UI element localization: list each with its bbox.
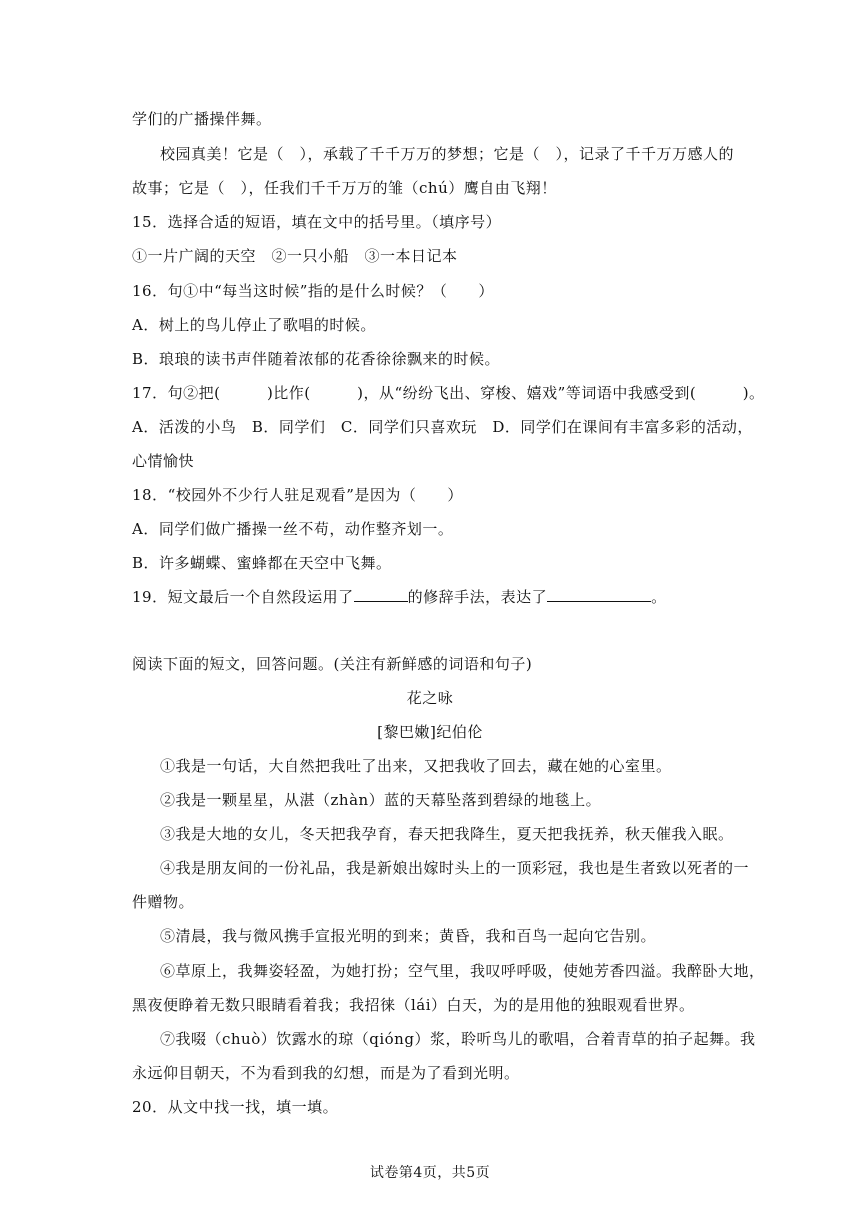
question-15: 15．选择合适的短语，填在文中的括号里。（填序号） [132,213,502,231]
passage-line: 学们的广播操伴舞。 [132,110,272,128]
poem-paragraph-1: ①我是一句话，大自然把我吐了出来，又把我收了回去，藏在她的心室里。 [160,757,672,775]
question-15-options: ①一片广阔的天空 ②一只小船 ③一本日记本 [132,247,458,265]
reading-instruction: 阅读下面的短文，回答问题。(关注有新鲜感的词语和句子) [132,655,533,673]
question-17: 17．句②把( )比作( )，从“纷纷飞出、穿梭、嬉戏”等词语中我感受到( )。 [132,384,765,402]
question-19-text-mid: 的修辞手法，表达了 [407,588,548,606]
answer-blank[interactable] [354,601,408,602]
question-19-text: 19．短文最后一个自然段运用了 [132,588,354,606]
poem-title: 花之咏 [406,689,454,707]
poem-paragraph-6: ⑥草原上，我舞姿轻盈，为她打扮；空气里，我叹呼呼吸，使她芳香四溢。我醉卧大地， [160,962,765,980]
question-19-text-end: 。 [651,588,667,606]
passage-paragraph-line: 校园真美！它是（ ），承载了千千万万的梦想；它是（ ），记录了千千万万感人的 [160,145,735,163]
question-18-option-b: B．许多蝴蝶、蜜蜂都在天空中飞舞。 [132,554,392,572]
poem-paragraph-5: ⑤清晨，我与微风携手宣报光明的到来；黄昏，我和百鸟一起向它告别。 [160,927,657,945]
page-footer: 试卷第4页，共5页 [369,1165,491,1181]
question-19 [132,586,728,608]
question-16-option-b: B．琅琅的读书声伴随着浓郁的花香徐徐飘来的时候。 [132,350,501,368]
question-16-option-a: A．树上的鸟儿停止了歌唱的时候。 [132,316,376,334]
poem-paragraph-2: ②我是一颗星星，从湛（zhàn）蓝的天幕坠落到碧绿的地毯上。 [160,791,602,809]
poem-paragraph-4-cont: 件赠物。 [132,893,195,911]
question-18: 18．“校园外不少行人驻足观看”是因为（ ） [132,486,463,504]
question-17-options: A．活泼的小鸟 B．同学们 C．同学们只喜欢玩 D．同学们在课间有丰富多彩的活动， [132,418,753,436]
poem-author: [黎巴嫩]纪伯伦 [377,723,483,741]
question-20: 20．从文中找一找，填一填。 [132,1098,339,1116]
poem-paragraph-4: ④我是朋友间的一份礼品，我是新娘出嫁时头上的一顶彩冠，我也是生者致以死者的一 [160,859,750,877]
question-16: 16．句①中“每当这时候”指的是什么时候？（ ） [132,282,494,300]
answer-blank[interactable] [547,601,651,602]
passage-paragraph-line: 故事；它是（ ），任我们千千万万的雏（chú）鹰自由飞翔！ [132,179,557,197]
poem-paragraph-7: ⑦我啜（chuò）饮露水的琼（qióng）浆，聆听鸟儿的歌唱，合着青草的拍子起舞。我 [160,1030,756,1048]
poem-paragraph-3: ③我是大地的女儿，冬天把我孕育，春天把我降生，夏天把我抚养，秋天催我入眠。 [160,825,734,843]
question-18-option-a: A．同学们做广播操一丝不苟，动作整齐划一。 [132,520,454,538]
poem-paragraph-6-cont: 黑夜便睁着无数只眼睛看着我；我招徕（lái）白天，为的是用他的独眼观看世界。 [132,996,695,1014]
question-17-options-cont: 心情愉快 [132,452,195,470]
poem-paragraph-7-cont: 永远仰目朝天，不为看到我的幻想，而是为了看到光明。 [132,1064,520,1082]
